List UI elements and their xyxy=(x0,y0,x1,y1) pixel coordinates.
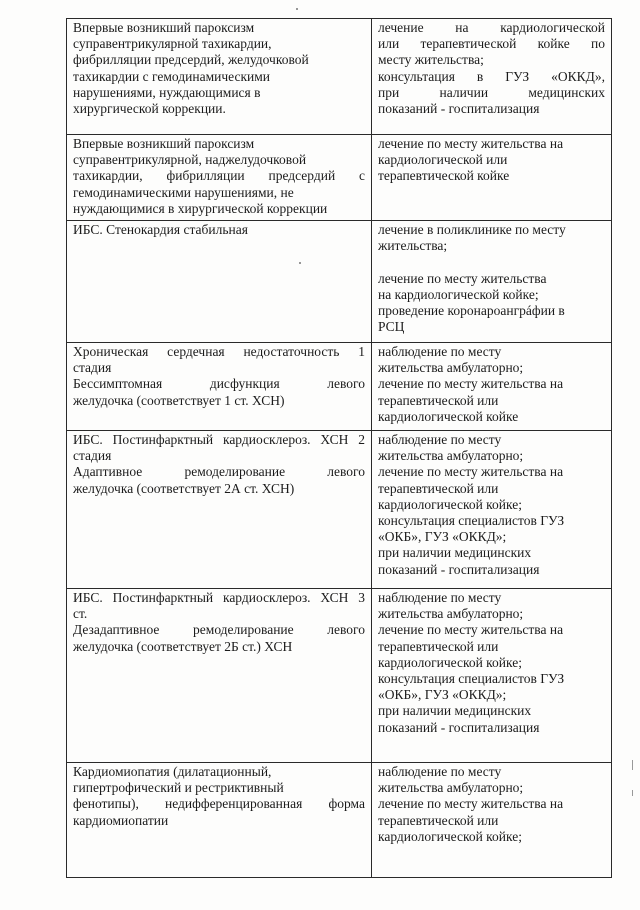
treatment-line: терапевтической койке xyxy=(378,168,510,184)
treatment-line: консультация специалистов ГУЗ xyxy=(378,513,565,529)
treatment-line: консультация в ГУЗ «ОККД», xyxy=(378,68,605,84)
diagnosis-line: тахикардии, фибрилляции предсердий с xyxy=(73,168,365,184)
table-row xyxy=(67,763,612,878)
treatment-line: проведение коронароангрáфии в xyxy=(378,303,565,318)
treatment-line: лечение по месту жительства на xyxy=(378,376,564,392)
diagnosis-line: суправентрикулярной, наджелудочковой xyxy=(73,152,307,168)
treatment-line: лечение по месту жительства на xyxy=(378,622,564,638)
diagnosis-line: кардиомиопатии xyxy=(73,812,169,828)
treatment-line: при наличии медицинских xyxy=(378,84,605,100)
treatment-line: кардиологической койке xyxy=(378,408,519,424)
diagnosis-line: фенотипы), недифференцированная форма xyxy=(73,796,365,812)
table-row xyxy=(67,589,612,763)
table-body xyxy=(67,19,612,878)
treatment-cell xyxy=(372,431,612,589)
treatment-line: жительства амбулаторно; xyxy=(378,360,524,376)
treatment-cell xyxy=(372,343,612,431)
treatment-line: лечение на кардиологической xyxy=(378,20,605,35)
treatment-line: терапевтической или xyxy=(378,392,499,408)
diagnosis-line: ст. xyxy=(73,606,88,622)
diagnosis-line: стадия xyxy=(73,448,112,464)
diagnosis-line: желудочка (соответствует 2А ст. ХСН) xyxy=(73,480,295,496)
treatment-cell xyxy=(372,589,612,763)
treatment-line: терапевтической или xyxy=(378,480,499,496)
treatment-line: лечение по месту жительства на xyxy=(378,464,564,480)
scan-edge-mark xyxy=(632,790,633,796)
treatment-cell xyxy=(372,135,612,221)
treatment-line: жительства амбулаторно; xyxy=(378,448,524,464)
table-row xyxy=(67,19,612,135)
table-row xyxy=(67,135,612,221)
diagnosis-line: нуждающимися в хирургической коррекции xyxy=(73,200,328,216)
treatment-line: консультация специалистов ГУЗ xyxy=(378,671,565,687)
table-row xyxy=(67,343,612,431)
treatment-line: месту жительства; xyxy=(378,52,484,68)
treatment-cell xyxy=(372,19,612,135)
blank-line xyxy=(378,254,605,270)
scan-edge-mark xyxy=(632,760,633,770)
care-routing-table xyxy=(66,18,612,878)
treatment-line: наблюдение по месту xyxy=(378,764,502,779)
diagnosis-line: суправентрикулярной тахикардии, xyxy=(73,36,272,52)
diagnosis-cell xyxy=(67,135,372,221)
treatment-line: показаний - госпитализация xyxy=(378,101,540,117)
diagnosis-line: гипертрофический и рестриктивный xyxy=(73,780,284,796)
treatment-line: «ОКБ», ГУЗ «ОККД»; xyxy=(378,687,507,703)
treatment-line: лечение по месту жительства на xyxy=(378,796,564,812)
diagnosis-cell xyxy=(67,221,372,343)
treatment-line: лечение в поликлинике по месту xyxy=(378,222,566,237)
treatment-line: кардиологической койке; xyxy=(378,654,522,670)
treatment-line: наблюдение по месту xyxy=(378,344,502,359)
treatment-line: жительства; xyxy=(378,238,448,254)
diagnosis-line: желудочка (соответствует 2Б ст.) ХСН xyxy=(73,638,293,654)
diagnosis-line: гемодинамическими нарушениями, не xyxy=(73,184,294,200)
diagnosis-line: Впервые возникший пароксизм xyxy=(73,20,255,35)
diagnosis-cell xyxy=(67,589,372,763)
diagnosis-cell xyxy=(67,763,372,878)
treatment-line: показаний - госпитализация xyxy=(378,719,540,735)
diagnosis-line: нарушениями, нуждающимися в xyxy=(73,84,261,100)
treatment-cell xyxy=(372,221,612,343)
treatment-line: наблюдение по месту xyxy=(378,432,502,447)
diagnosis-line: стадия xyxy=(73,360,112,376)
diagnosis-line: Впервые возникший пароксизм xyxy=(73,136,255,151)
treatment-line: кардиологической койке; xyxy=(378,496,522,512)
diagnosis-line: тахикардии с гемодинамическими xyxy=(73,68,271,84)
scan-speck xyxy=(299,262,301,264)
treatment-line: показаний - госпитализация xyxy=(378,561,540,577)
treatment-line: или терапевтической койке по xyxy=(378,36,605,52)
diagnosis-line: хирургической коррекции. xyxy=(73,101,226,117)
diagnosis-line: Адаптивное ремоделирование левого xyxy=(73,464,365,480)
treatment-line: терапевтической или xyxy=(378,812,499,828)
treatment-line: «ОКБ», ГУЗ «ОККД»; xyxy=(378,529,507,545)
diagnosis-line: Хроническая сердечная недостаточность 1 xyxy=(73,344,365,359)
diagnosis-cell xyxy=(67,343,372,431)
diagnosis-line: фибрилляции предсердий, желудочковой xyxy=(73,52,309,68)
treatment-line: наблюдение по месту xyxy=(378,590,502,605)
treatment-line: РСЦ xyxy=(378,319,405,335)
treatment-line: жительства амбулаторно; xyxy=(378,606,524,622)
treatment-line: лечение по месту жительства xyxy=(378,270,547,286)
treatment-line: жительства амбулаторно; xyxy=(378,780,524,796)
treatment-line: лечение по месту жительства на xyxy=(378,136,564,151)
diagnosis-cell xyxy=(67,431,372,589)
diagnosis-line: ИБС. Стенокардия стабильная xyxy=(73,222,248,237)
diagnosis-line: желудочка (соответствует 1 ст. ХСН) xyxy=(73,392,285,408)
diagnosis-cell xyxy=(67,19,372,135)
treatment-line: кардиологической или xyxy=(378,152,508,168)
diagnosis-line: Дезадаптивное ремоделирование левого xyxy=(73,622,365,638)
treatment-line: при наличии медицинских xyxy=(378,545,532,561)
diagnosis-line: ИБС. Постинфарктный кардиосклероз. ХСН 2 xyxy=(73,432,365,447)
treatment-cell xyxy=(372,763,612,878)
treatment-line: при наличии медицинских xyxy=(378,703,532,719)
treatment-line: на кардиологической койке; xyxy=(378,286,539,302)
scan-speck xyxy=(296,8,298,10)
diagnosis-line: Бессимптомная дисфункция левого xyxy=(73,376,365,392)
table-row xyxy=(67,431,612,589)
table-row xyxy=(67,221,612,343)
treatment-line: кардиологической койке; xyxy=(378,828,522,844)
treatment-line: терапевтической или xyxy=(378,638,499,654)
diagnosis-line: ИБС. Постинфарктный кардиосклероз. ХСН 3 xyxy=(73,590,365,605)
diagnosis-line: Кардиомиопатия (дилатационный, xyxy=(73,764,272,779)
